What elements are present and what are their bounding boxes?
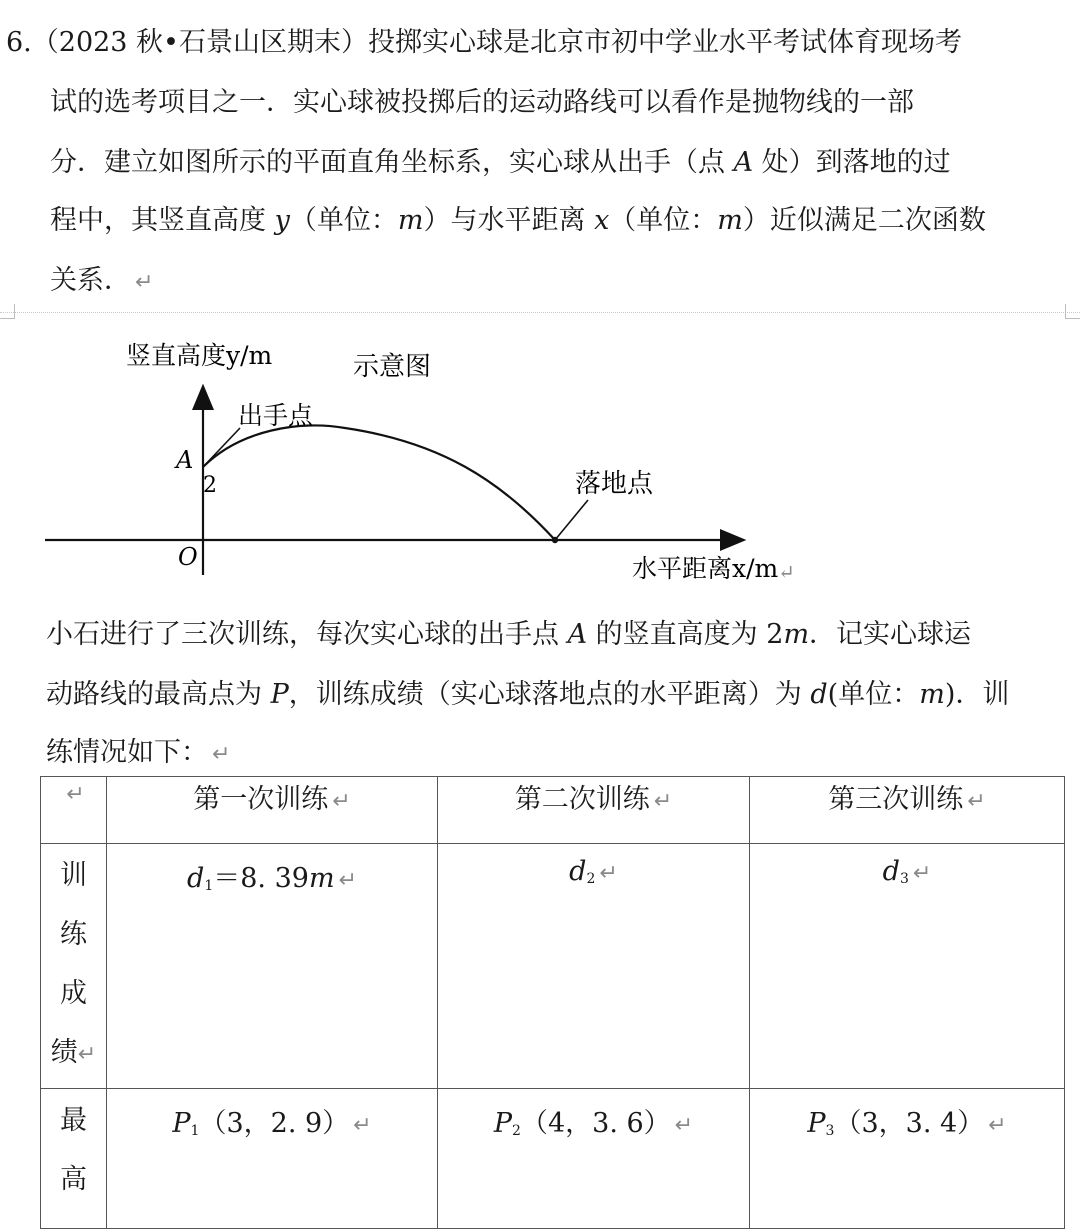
return-icon: ↵: [988, 1113, 1007, 1138]
table-header-row: [41, 777, 1065, 844]
return-icon: ↵: [66, 782, 85, 807]
return-icon: ↵: [653, 789, 673, 814]
return-icon: ↵: [338, 868, 357, 893]
return-icon: ↵: [135, 270, 154, 295]
training-results-table: [40, 776, 1065, 1229]
origin-label: O: [178, 543, 198, 571]
landing-pointer: [555, 500, 588, 540]
return-icon: ↵: [778, 560, 795, 584]
table-cell: $d_1=8$. 39m ↵: [107, 844, 438, 1089]
trajectory-diagram: [0, 320, 1080, 590]
statement-line-2: 试的选考项目之一．实心球被投掷后的运动路线可以看作是抛物线的一部: [50, 87, 914, 118]
figure-title: 示意图: [353, 352, 432, 382]
row-label-highest: 最 高: [41, 1089, 107, 1229]
return-icon: ↵: [599, 861, 618, 886]
table-cell: $P_1(3$，2. 9） ↵: [107, 1089, 438, 1229]
header-cell: 第二次训练 ↵: [438, 777, 750, 844]
y-axis-label: 竖直高度y/m: [126, 341, 273, 370]
landing-point-label: 落地点: [575, 469, 654, 499]
return-icon: ↵: [77, 1042, 97, 1067]
margin-mark-left: [0, 304, 15, 319]
problem-source: （2023 秋•石景山区期末）: [31, 27, 368, 58]
return-icon: ↵: [353, 1113, 372, 1138]
release-point-label: 出手点: [238, 401, 314, 430]
row-label-score: 训 练 成 绩↵: [41, 844, 107, 1089]
point-a-label: A: [176, 446, 194, 474]
desc-line-3: 练情况如下： ↵: [46, 737, 231, 768]
x-axis-label: 水平距离x/m: [632, 554, 779, 583]
return-icon: ↵: [212, 742, 231, 767]
table-cell: $d_3$ ↵: [750, 844, 1065, 1089]
statement-line-5: 关系． ↵: [50, 265, 154, 296]
desc-line-1: 小石进行了三次训练，每次实心球的出手点 A 的竖直高度为 2m．记实心球运: [46, 619, 972, 650]
desc-line-2: 动路线的最高点为 P，训练成绩（实心球落地点的水平距离）为 d(单位：m)．训: [46, 679, 1010, 710]
return-icon: ↵: [332, 789, 351, 814]
statement-line-4: 程中，其竖直高度 y（单位：m）与水平距离 x（单位：m）近似满足二次函数: [50, 205, 986, 236]
table-row: [41, 1089, 1065, 1229]
landing-point: [552, 537, 558, 543]
statement-line-1: 6.（2023 秋•石景山区期末）投掷实心球是北京市初中学业水平考试体育现场考: [6, 27, 962, 58]
height-tick-label: 2: [203, 473, 217, 498]
return-icon: ↵: [674, 1113, 694, 1138]
margin-mark-right: [1065, 304, 1080, 319]
table-cell: $d_2$ ↵: [438, 844, 750, 1089]
release-pointer: [203, 428, 240, 467]
statement-line-3: 分．建立如图所示的平面直角坐标系，实心球从出手（点 A 处）到落地的过: [50, 147, 951, 178]
corner-cell: [41, 777, 107, 844]
return-icon: ↵: [967, 789, 986, 814]
header-cell: 第三次训练 ↵: [750, 777, 1065, 844]
header-cell: 第一次训练 ↵: [107, 777, 438, 844]
trajectory-curve: [203, 425, 555, 540]
table-row: [41, 844, 1065, 1089]
table-cell: $P_2(4$，3. 6） ↵: [438, 1089, 750, 1229]
table-cell: $P_3(3$，3. 4） ↵: [750, 1089, 1065, 1229]
problem-number: 6.: [6, 27, 32, 58]
return-icon: ↵: [912, 861, 932, 886]
page-separator: [0, 312, 1080, 314]
